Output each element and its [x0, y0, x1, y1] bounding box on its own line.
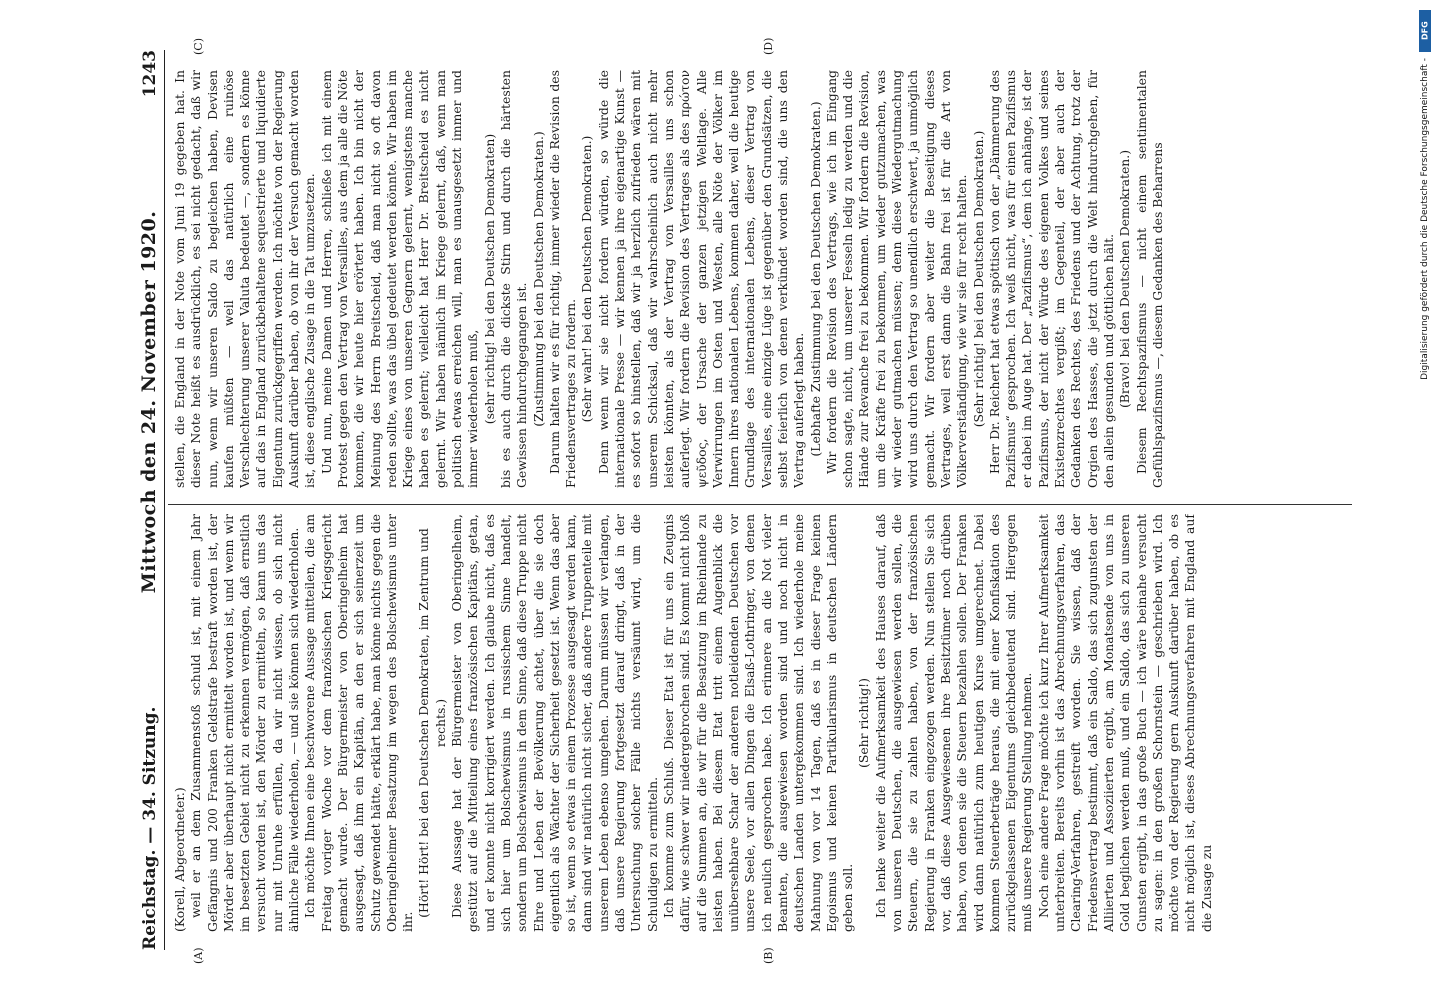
paragraph: Und nun, meine Damen und Herren, schließe ich mit einem Protest gegen den Vertrag von Versailles, aus dem ja alle die Nöte kommen, die wir heute hier erörtert haben. Ich bin nicht der Meinung des Herrn Breitscheid, daß man nicht so oft davon reden sollte, was das übel gedeutet werden könnte. Wir haben im Kriege eines von unseren Gegnern gelernt, wenigstens manche haben es gelernt; vielleicht hat Herr Dr. Breitscheid es nicht gelernt. Wir haben nämlich im Kriege gelernt, daß, wenn man politisch etwas erreichen will, man es unausgesetzt immer und immer wiederholen muß,	[318, 70, 481, 488]
column-divider	[168, 504, 1352, 505]
header-date: Mittwoch den 24. November 1920.	[138, 210, 160, 594]
interjection: (Sehr richtig!)	[856, 678, 872, 768]
interjection: (Zustimmung bei den Deutschen Demokraten.)	[530, 131, 546, 427]
digitization-credit	[1419, 10, 1431, 990]
paragraph: weil er an dem Zusammenstoß schuld ist, mit einem Jahr Gefängnis und 200 Franken Geldstrafe bestraft worden ist, der Mörder aber überhaupt nicht ermittelt worden ist, und wenn wir im besetzten Gebiet nicht zu erkennen vermögen, daß ernstlich versucht worden ist, den Mörder zu ermitteln, so kann uns das nur mit Unruhe erfüllen, da wir nicht wissen, ob sich nicht ähnliche Fälle wiederholen, — und sie können sich wiederholen.	[188, 514, 302, 932]
paragraph: bis es auch durch die dickste Stirn und durch die härtesten Gewissen hindurchgegangen ist.	[497, 70, 530, 488]
left-text-column	[172, 514, 1352, 932]
paragraph: Wir fordern die Revision des Vertrags, wie ich im Eingang schon sagte, nicht, um unserer Fesseln ledig zu werden und die Hände zur Revanche frei zu bekommen. Wir fordern die Revision, um die Kräfte frei zu bekommen, um wieder gutzumachen, was wir wieder gutmachen müssen; denn diese Wiedergutmachung wird uns durch den Vertrag so unendlich erschwert, ja unmöglich gemacht. Wir fordern aber weiter die Beseitigung dieses Vertrages, weil erst dann die Bahn frei ist für die Art von Völkerverständigung, wie wir sie für recht halten.	[823, 70, 970, 488]
dfg-logo: DFG	[1419, 10, 1431, 52]
margin-marker-a: (A)	[192, 947, 205, 964]
paragraph: Diese Aussage hat der Bürgermeister von Oberingelheim, gestützt auf die Mitteilung eines französischen Kapitäns, getan, und er konnte nicht korrigiert werden. Ich glaube nicht, daß es sich hier um Bolschewismus in russischem Sinne handelt, sondern um Bolschewismus in dem Sinne, daß diese Truppe nicht Ehre und Leben der Bevölkerung achtet, über die sie doch eigentlich als Wächter der Sicherheit gesetzt ist. Wenn das aber so ist, wenn so etwas in einem Prozesse ausgesagt werden kann, dann sind wir natürlich nicht sicher, daß andere Truppenteile mit unserem Leben ebenso umgehen. Darum müssen wir verlangen, daß unsere Regierung fortgesetzt darauf dringt, daß in der Untersuchung solcher Fälle nichts versäumt wird, um die Schuldigen zu ermitteln.	[449, 514, 660, 932]
interjection: (Sehr wahr! bei den Deutschen Demokraten.)	[579, 135, 595, 423]
running-header	[116, 50, 165, 950]
interjection: (Sehr richtig! bei den Deutschen Demokraten.)	[970, 130, 986, 428]
paragraph: Herr Dr. Reichert hat etwas spöttisch von der „Dämmerung des Pazifismus“ gesprochen. Ich weiß nicht, was für einen Pazifismus er dabei im Auge hat. Der „Pazifismus“, dem ich anhänge, ist der Pazifismus, der nicht der Würde des eigenen Volkes und seines Existenzrechtes vergißt; im Gegenteil, der aber auch der Gedanken des Rechtes, des Friedens und der Achtung, trotz der Orgien des Hasses, die jetzt durch die Welt hindurchgehen, für den allein gesunden und göttlichen hält.	[986, 70, 1116, 488]
rotated-page-content	[102, 20, 1372, 980]
paragraph: Noch eine andere Frage möchte ich kurz Ihrer Aufmerksamkeit unterbreiten. Bereits vorhin ist das Abrechnungsverfahren, das Clearing-Verfahren, gestreift worden. Sie wissen, daß der Friedensvertrag bestimmt, daß ein Saldo, das sich zugunsten der Alliierten und Assoziierten ergibt, am Monatsende von uns in Gold beglichen werden muß, und ein Saldo, das sich zu unseren Gunsten ergibt, in das große Buch — ich wäre beinahe versucht zu sagen: in den großen Schornstein — geschrieben wird. Ich möchte von der Regierung gern Auskunft darüber haben, ob es nicht möglich ist, dieses Abrechnungsverfahren mit England auf die Zusage zu	[1035, 514, 1214, 932]
right-text-column	[172, 70, 1352, 488]
speaker-attribution: (Korell, Abgeordneter.)	[172, 787, 187, 932]
margin-marker-b: (B)	[762, 947, 775, 964]
credit-text: Digitalisierung gefördert durch die Deutsche Forschungsgemeinschaft -	[1420, 58, 1430, 380]
paragraph: Ich möchte Ihnen eine beschworene Aussage mitteilen, die am Freitag voriger Woche vor dem französischen Kriegsgericht gemacht wurde. Der Bürgermeister von Oberingelheim hat ausgesagt, daß ihm ein Kapitän, an den er sich seinerzeit um Schutz gewendet hätte, erklärt habe, man könne nichts gegen die Oberingelheimer Besatzung im wegen des Bolschewismus unter ihr.	[302, 514, 416, 932]
interjection: (Lebhafte Zustimmung bei den Deutschen Demokraten.)	[807, 101, 823, 457]
header-session: Reichstag. — 34. Sitzung.	[140, 706, 160, 950]
interjection: (sehr richtig! bei den Deutschen Demokraten)	[481, 133, 497, 425]
paragraph: stellen, die England in der Note vom Juni 19 gegeben hat. In dieser Note heißt es ausdrücklich, es sei nicht gedacht, daß wir nun, wenn wir unseren Saldo zu begleichen haben, Devisen kaufen müßten — weil das natürlich eine ruinöse Verschlechterung unserer Valuta bedeutet —, sondern es könne auf das in England zurückbehaltene sequestrierte und liquidierte Eigentum zurückgegriffen werden. Ich möchte von der Regierung Auskunft darüber haben, ob von ihr der Versuch gemacht worden ist, diese englische Zusage in die Tat umzusetzen.	[172, 70, 318, 488]
paragraph: Diesem Rechtspazifismus — nicht einem sentimentalen Gefühlspazifismus —, diesem Gedanken des Beharrens	[1133, 70, 1165, 488]
paragraph: Denn wenn wir sie nicht fordern würden, so würde die internationale Presse — wir kennen ja ihre eigenartige Kunst — es sofort so hinstellen, daß wir ja herzlich zufrieden wären mit unserem Schicksal, daß wir wahrscheinlich auch nicht mehr leisten könnten, als der Vertrag von Versailles uns schon auferlegt. Wir fordern die Revision des Vertrages als des πρώτον ψεῦδος, der Ursache der ganzen jetzigen Weltlage. Alle Verwirrungen im Osten und Westen, alle Nöte der Völker im Innern ihres nationalen Lebens, kommen daher, weil die heutige Grundlage des internationalen Lebens, dieser Vertrag von Versailles, eine einzige Lüge ist gegenüber den Grundsätzen, die selbst feierlich von denen verkündet worden sind, die uns den Vertrag auferlegt haben.	[595, 70, 807, 488]
interjection: (Hört! Hört! bei den Deutschen Demokraten, im Zentrum und rechts.)	[416, 528, 448, 918]
interjection: (Bravo! bei den Deutschen Demokraten.)	[1117, 149, 1133, 409]
paragraph: Ich lenke weiter die Aufmerksamkeit des Hauses darauf, daß von unseren Deutschen, die ausgewiesen werden sollen, die Steuern, die sie zu zahlen haben, von der französischen Regierung in Franken eingezogen werden. Nun stellen Sie sich vor, daß diese Ausgewiesenen ihre Besitztümer noch drüben haben, von denen sie die Steuern bezahlen sollen. Der Franken wird dann natürlich zum heutigen Kurse umgerechnet. Dabei kommen Steuerbeträge heraus, die mit einer Konfiskation des zurückgelassenen Eigentums gleichbedeutend sind. Hiergegen muß unsere Regierung Stellung nehmen.	[872, 514, 1035, 932]
page-number: 1243	[140, 50, 160, 98]
paragraph: Darum halten wir es für richtig, immer wieder die Revision des Friedensvertrages zu fordern.	[546, 70, 579, 488]
paragraph: Ich komme zum Schluß. Dieser Etat ist für uns ein Zeugnis dafür, wie schwer wir niedergebrochen sind. Es kommt nicht bloß auf die Summen an, die wir für die Besatzung im Rheinlande zu leisten haben. Bei diesem Etat tritt einem Augenblick die unübersehbare Schar der anderen notleidenden Deutschen vor unsere Seele, vor allen Dingen die Elsaß-Lothringer, von denen ich neulich gesprochen habe. Ich erinnere an die Not vieler Beamten, die ausgewiesen worden sind und noch nicht in deutschen Landen untergekommen sind. Ich wiederhole meine Mahnung von vor 14 Tagen, daß es in dieser Frage keinen Egoismus und keinen Partikularismus in deutschen Ländern geben soll.	[660, 514, 856, 932]
margin-marker-c: (C)	[192, 38, 205, 55]
margin-marker-d: (D)	[762, 37, 775, 55]
